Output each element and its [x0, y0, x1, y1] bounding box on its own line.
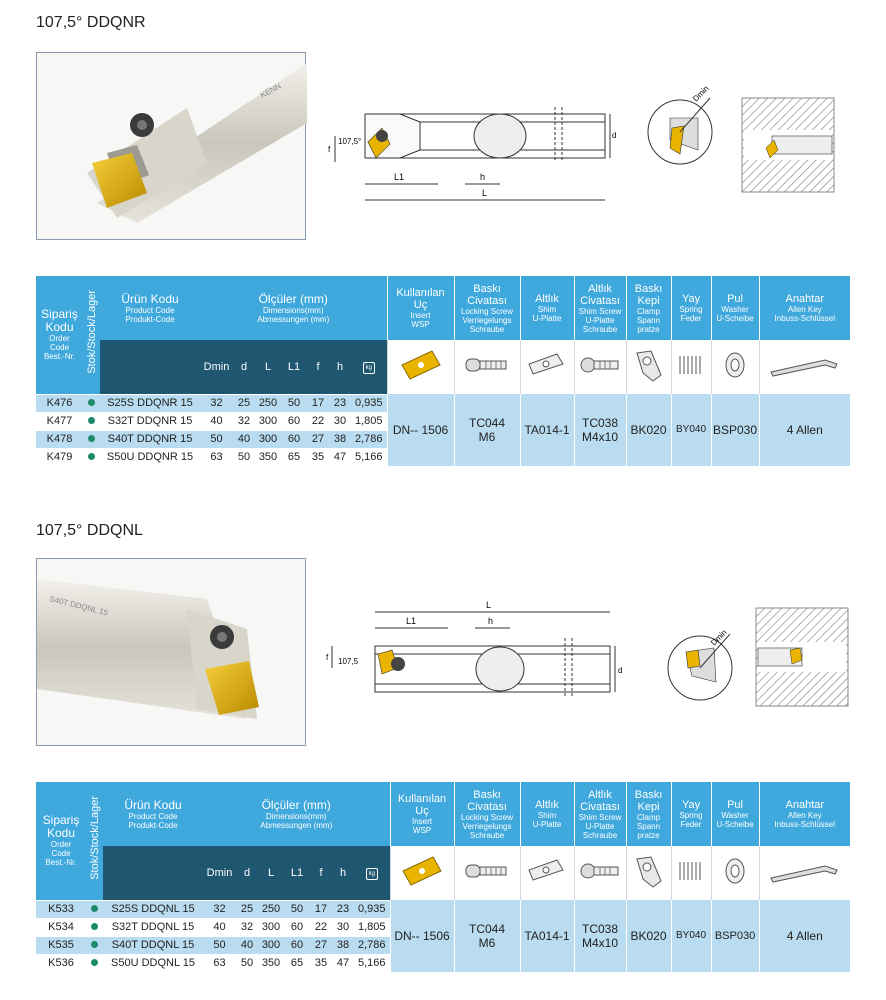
shim-icon — [520, 846, 574, 900]
product-code: S25S DDQNL 15 — [103, 900, 203, 918]
f-value: 22 — [307, 412, 329, 430]
weight-icon: kg — [363, 362, 375, 374]
part-shim: TA014-1 — [520, 900, 574, 972]
header-stock: Stok/Stock/Lager — [83, 276, 100, 394]
locking-screw-icon — [454, 846, 520, 900]
dmin-label: Dmin — [709, 627, 729, 648]
part-locking-screw: TC044 M6 — [454, 900, 520, 972]
photo-engraving: S40T DDQNL 15 — [48, 594, 109, 618]
header-dimensions: Ölçüler (mm) Dimensions(mm) Abmessungen (mm) — [200, 276, 387, 340]
technical-drawing-ddqnr — [320, 92, 620, 212]
weight-value: 0,935 — [351, 394, 387, 412]
drawing-l1-label: L1 — [394, 172, 405, 182]
f-value: 35 — [307, 448, 329, 466]
tool-holder-image — [37, 53, 305, 239]
header-shim-screw: Altlık Civatası Shim Screw U-Platte Schraube — [574, 782, 626, 846]
header-clamp: Baskı Kepi Clamp Spann pratze — [626, 782, 671, 846]
h-value: 30 — [329, 412, 351, 430]
drawing-h-label: h — [488, 616, 494, 626]
dmin-value: 40 — [200, 412, 233, 430]
drawing-h-label: h — [480, 172, 486, 182]
part-washer: BSP030 — [711, 900, 759, 972]
part-insert: DN-- 1506 — [390, 900, 454, 972]
allen-key-icon — [759, 340, 850, 394]
stock-status — [83, 394, 100, 412]
spec-table-ddqnl — [36, 782, 850, 972]
weight-value: 0,935 — [354, 900, 390, 918]
part-shim: TA014-1 — [520, 394, 574, 466]
drawing-angle-label: 107,5° — [338, 137, 362, 146]
header-locking-screw: Baskı Civatası Locking Screw Verriegelungs Schraube — [454, 276, 520, 340]
header-product-spacer — [100, 340, 200, 394]
part-insert: DN-- 1506 — [387, 394, 454, 466]
header-washer: Pul Washer U-Scheibe — [711, 276, 759, 340]
h-value: 23 — [329, 394, 351, 412]
stock-dot-icon — [91, 923, 98, 930]
product-code: S40T DDQNR 15 — [100, 430, 200, 448]
header-allen-key: Anahtar Allen Key Inbuss-Schlüssel — [759, 276, 850, 340]
order-code: K478 — [36, 430, 83, 448]
l1-value: 50 — [284, 900, 310, 918]
dmin-detail-ddqnl — [664, 622, 744, 704]
product-code: S32T DDQNL 15 — [103, 918, 203, 936]
l-value: 300 — [258, 936, 284, 954]
drawing-f-label: f — [326, 653, 329, 662]
order-code: K534 — [36, 918, 86, 936]
part-spring: BY040 — [671, 394, 711, 466]
table-row — [36, 900, 850, 918]
insert-icon — [387, 340, 454, 394]
header-spring: Yay Spring Feder — [671, 276, 711, 340]
order-code: K476 — [36, 394, 83, 412]
product-code: S40T DDQNL 15 — [103, 936, 203, 954]
dim-col-h: h — [332, 846, 354, 900]
order-code: K477 — [36, 412, 83, 430]
product-photo-ddqnr — [36, 52, 306, 240]
stock-dot-icon — [91, 959, 98, 966]
header-order-code: Sipariş Kodu Order Code Best.-Nr. — [36, 276, 83, 394]
product-code: S25S DDQNR 15 — [100, 394, 200, 412]
product-photo-ddqnl — [36, 558, 306, 746]
locking-screw-icon — [454, 340, 520, 394]
dim-col-f: f — [307, 340, 329, 394]
dmin-value: 63 — [200, 448, 233, 466]
weight-value: 1,805 — [351, 412, 387, 430]
stock-status — [86, 918, 103, 936]
l1-value: 65 — [284, 954, 310, 972]
photo-brand-mark: KENN — [258, 81, 283, 100]
part-shim-screw: TC038 M4x10 — [574, 900, 626, 972]
stock-status — [86, 900, 103, 918]
stock-dot-icon — [88, 435, 95, 442]
dim-col-d: d — [236, 846, 258, 900]
header-dimensions: Ölçüler (mm) Dimensions(mm) Abmessungen (mm) — [203, 782, 390, 846]
drawing-l-label: L — [482, 188, 488, 198]
h-value: 38 — [329, 430, 351, 448]
washer-icon — [711, 340, 759, 394]
header-locking-screw: Baskı Civatası Locking Screw Verriegelungs Schraube — [454, 782, 520, 846]
washer-icon — [711, 846, 759, 900]
technical-drawing-ddqnl — [320, 598, 623, 718]
dim-col-f: f — [310, 846, 332, 900]
stock-dot-icon — [88, 453, 95, 460]
header-shim: Altlık Shim U-Platte — [520, 782, 574, 846]
spring-icon — [671, 846, 711, 900]
allen-key-icon — [759, 846, 850, 900]
drawing-l-label: L — [486, 600, 492, 610]
header-order-code: Sipariş Kodu Order Code Best.-Nr. — [36, 782, 86, 900]
d-value: 40 — [236, 936, 258, 954]
d-value: 25 — [233, 394, 255, 412]
d-value: 50 — [236, 954, 258, 972]
h-value: 47 — [332, 954, 354, 972]
dmin-detail-ddqnr — [640, 83, 730, 170]
h-value: 47 — [329, 448, 351, 466]
d-value: 50 — [233, 448, 255, 466]
header-allen-key: Anahtar Allen Key Inbuss-Schlüssel — [759, 782, 850, 846]
stock-dot-icon — [91, 941, 98, 948]
stock-status — [83, 412, 100, 430]
drawing-l1-label: L1 — [406, 616, 417, 626]
shim-screw-icon — [574, 846, 626, 900]
order-code: K533 — [36, 900, 86, 918]
weight-value: 2,786 — [351, 430, 387, 448]
clamp-icon — [626, 846, 671, 900]
f-value: 17 — [310, 900, 332, 918]
stock-dot-icon — [91, 905, 98, 912]
stock-dot-icon — [88, 417, 95, 424]
weight-value: 5,166 — [354, 954, 390, 972]
dim-col-d: d — [233, 340, 255, 394]
header-clamp: Baskı Kepi Clamp Spann pratze — [626, 276, 671, 340]
dmin-value: 50 — [200, 430, 233, 448]
l-value: 350 — [255, 448, 281, 466]
weight-value: 5,166 — [351, 448, 387, 466]
stock-status — [86, 936, 103, 954]
part-shim-screw: TC038 M4x10 — [574, 394, 626, 466]
l1-value: 60 — [281, 430, 307, 448]
d-value: 40 — [233, 430, 255, 448]
dim-col-weight — [354, 846, 390, 900]
dim-col-weight — [351, 340, 387, 394]
table-row — [36, 394, 850, 412]
dim-col-l: L — [258, 846, 284, 900]
part-spring: BY040 — [671, 900, 711, 972]
header-product-code: Ürün Kodu Product Code Produkt-Code — [103, 782, 203, 846]
clamp-icon — [626, 340, 671, 394]
header-product-spacer — [103, 846, 203, 900]
header-washer: Pul Washer U-Scheibe — [711, 782, 759, 846]
part-allen-key: 4 Allen — [759, 394, 850, 466]
drawing-d-label: d — [618, 666, 623, 675]
dim-col-l1: L1 — [284, 846, 310, 900]
header-insert: Kullanılan Uç Insert WSP — [390, 782, 454, 846]
l-value: 300 — [258, 918, 284, 936]
f-value: 27 — [307, 430, 329, 448]
tool-holder-image — [37, 559, 305, 745]
dim-col-l1: L1 — [281, 340, 307, 394]
order-code: K535 — [36, 936, 86, 954]
dim-col-l: L — [255, 340, 281, 394]
part-locking-screw: TC044 M6 — [454, 394, 520, 466]
l-value: 350 — [258, 954, 284, 972]
l1-value: 60 — [284, 936, 310, 954]
l-value: 250 — [255, 394, 281, 412]
shim-icon — [520, 340, 574, 394]
weight-value: 2,786 — [354, 936, 390, 954]
dmin-value: 32 — [203, 900, 236, 918]
part-clamp: BK020 — [626, 900, 671, 972]
f-value: 27 — [310, 936, 332, 954]
header-shim: Altlık Shim U-Platte — [520, 276, 574, 340]
dim-col-dmin: Dmin — [203, 846, 236, 900]
weight-value: 1,805 — [354, 918, 390, 936]
d-value: 32 — [233, 412, 255, 430]
product-code: S50U DDQNR 15 — [100, 448, 200, 466]
stock-status — [86, 954, 103, 972]
l1-value: 60 — [281, 412, 307, 430]
h-value: 30 — [332, 918, 354, 936]
insert-icon — [390, 846, 454, 900]
dmin-value: 40 — [203, 918, 236, 936]
l1-value: 60 — [284, 918, 310, 936]
l1-value: 65 — [281, 448, 307, 466]
part-clamp: BK020 — [626, 394, 671, 466]
drawing-d-label: d — [612, 131, 617, 140]
stock-dot-icon — [88, 399, 95, 406]
dmin-value: 32 — [200, 394, 233, 412]
l-value: 250 — [258, 900, 284, 918]
dim-col-dmin: Dmin — [200, 340, 233, 394]
product-code: S32T DDQNR 15 — [100, 412, 200, 430]
dim-col-h: h — [329, 340, 351, 394]
l1-value: 50 — [281, 394, 307, 412]
part-washer: BSP030 — [711, 394, 759, 466]
shim-screw-icon — [574, 340, 626, 394]
product-code: S50U DDQNL 15 — [103, 954, 203, 972]
spring-icon — [671, 340, 711, 394]
h-value: 38 — [332, 936, 354, 954]
part-allen-key: 4 Allen — [759, 900, 850, 972]
stock-status — [83, 448, 100, 466]
d-value: 25 — [236, 900, 258, 918]
dmin-label: Dmin — [691, 83, 711, 104]
order-code: K479 — [36, 448, 83, 466]
spec-table-ddqnr — [36, 276, 850, 466]
header-product-code: Ürün Kodu Product Code Produkt-Code — [100, 276, 200, 340]
bore-section-ddqnl — [756, 608, 848, 706]
dmin-value: 63 — [203, 954, 236, 972]
f-value: 17 — [307, 394, 329, 412]
f-value: 35 — [310, 954, 332, 972]
bore-section-ddqnr — [742, 98, 834, 192]
drawing-angle-label: 107,5 — [338, 657, 359, 666]
l-value: 300 — [255, 412, 281, 430]
stock-status — [83, 430, 100, 448]
section-title-ddqnl: 107,5° DDQNL — [36, 522, 143, 539]
order-code: K536 — [36, 954, 86, 972]
l-value: 300 — [255, 430, 281, 448]
section-title-ddqnr: 107,5° DDQNR — [36, 14, 146, 31]
header-insert: Kullanılan Uç Insert WSP — [387, 276, 454, 340]
f-value: 22 — [310, 918, 332, 936]
header-shim-screw: Altlık Civatası Shim Screw U-Platte Schraube — [574, 276, 626, 340]
weight-icon: kg — [366, 868, 378, 880]
header-spring: Yay Spring Feder — [671, 782, 711, 846]
h-value: 23 — [332, 900, 354, 918]
drawing-f-label: f — [328, 145, 331, 154]
dmin-value: 50 — [203, 936, 236, 954]
d-value: 32 — [236, 918, 258, 936]
header-stock: Stok/Stock/Lager — [86, 782, 103, 900]
